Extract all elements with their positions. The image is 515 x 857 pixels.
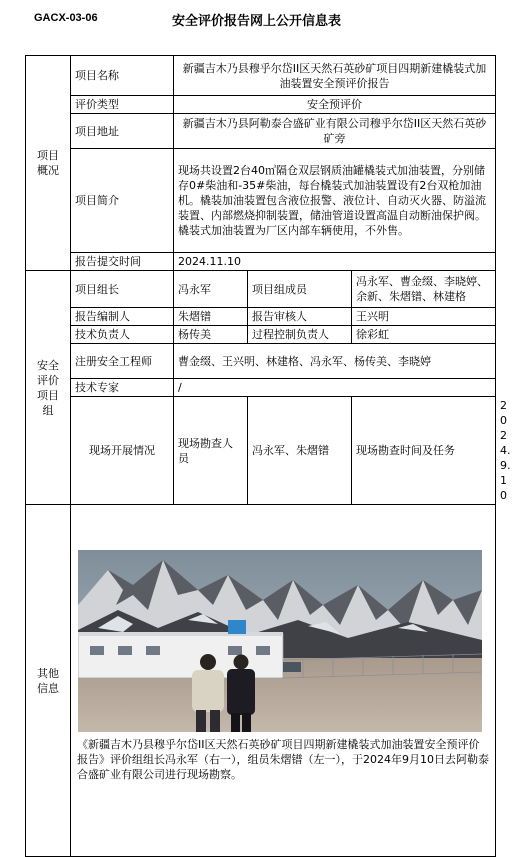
building-roof [78, 632, 283, 636]
summary-label: 项目简介 [71, 149, 174, 253]
row-eval-type [26, 96, 496, 114]
row-site-survey: 现场开展情况 现场勘查人员 冯永军、朱熠镨 现场勘查时间及任务 2024.9.10 [26, 397, 496, 505]
author-label: 报告编制人 [71, 308, 174, 326]
row-author [26, 308, 496, 326]
process-lead-label: 过程控制负责人 [248, 326, 352, 344]
section-other-info: 其他信息 [26, 505, 71, 857]
project-name-value: 新疆吉木乃县穆乎尔岱II区天然石英砂矿项目四期新建橇装式加油装置安全预评价报告 [174, 56, 496, 96]
tech-lead-label: 技术负责人 [71, 326, 174, 344]
photo-caption: 《新疆吉木乃县穆乎尔岱II区天然石英砂矿项目四期新建橇装式加油装置安全预评价报告》评价组组长冯永军（右一），组员朱熠镨（左一），于2024年9月10日去阿勒泰合盛矿业有限公司进行现场勘察。 [77, 738, 489, 781]
engineers-value: 曹金缀、王兴明、林建格、冯永军、杨传美、李晓婷 [174, 344, 496, 379]
row-team-leader [26, 271, 496, 308]
team-members-label: 项目组成员 [248, 271, 352, 308]
surveyors-label: 现场勘查人员 [174, 397, 248, 505]
document-title: 安全评价报告网上公开信息表 [172, 14, 342, 29]
section-site-survey: 现场开展情况 [71, 397, 174, 505]
section-project-overview: 项目概况 [26, 56, 71, 271]
blue-structure [228, 620, 246, 634]
survey-time-task-label: 现场勘查时间及任务 [352, 397, 496, 505]
row-project-name [26, 56, 496, 96]
row-address [26, 114, 496, 149]
expert-label: 技术专家 [71, 379, 174, 397]
row-submit-date [26, 253, 496, 271]
tech-lead-value: 杨传美 [174, 326, 248, 344]
process-lead-value: 徐彩虹 [352, 326, 496, 344]
summary-value: 现场共设置2台40㎥隔仓双层钢质油罐橇装式加油装置，分别储存0#柴油和-35#柴油，每台橇装式加油装置设有2台双枪加油机。橇装加油装置包含液位报警、液位计、自动灭火器、防溢流装置、内部燃烧抑制装置，储油管道设置高温自动断油保护阀。橇装式加油装置为厂区内部车辆使用，不外售。 [174, 149, 496, 253]
address-value: 新疆吉木乃县阿勒泰合盛矿业有限公司穆乎尔岱II区天然石英砂矿旁 [174, 114, 496, 149]
reviewer-label: 报告审核人 [248, 308, 352, 326]
row-expert [26, 379, 496, 397]
row-engineers [26, 344, 496, 379]
surveyors-value: 冯永军、朱熠镨 [248, 397, 352, 505]
document-code: GACX-03-06 [34, 12, 98, 24]
engineers-label: 注册安全工程师 [71, 344, 174, 379]
section-evaluation-team: 安全评价项目组 [26, 271, 71, 505]
info-table [25, 55, 511, 857]
other-info-content [71, 505, 496, 857]
row-tech-lead [26, 326, 496, 344]
reviewer-value: 王兴明 [352, 308, 496, 326]
eval-type-value: 安全预评价 [174, 96, 496, 114]
team-leader-label: 项目组长 [71, 271, 174, 308]
row-other-info [26, 505, 496, 857]
eval-type-label: 评价类型 [71, 96, 174, 114]
submit-date-label: 报告提交时间 [71, 253, 174, 271]
expert-value: / [174, 379, 496, 397]
submit-date-value: 2024.11.10 [174, 253, 496, 271]
team-leader-value: 冯永军 [174, 271, 248, 308]
team-members-value: 冯永军、曹金缀、李晓婷、余新、朱熠镨、林建格 [352, 271, 496, 308]
site-survey-photo [78, 550, 482, 732]
project-name-label: 项目名称 [71, 56, 174, 96]
address-label: 项目地址 [71, 114, 174, 149]
vehicle [283, 662, 301, 672]
author-value: 朱熠镨 [174, 308, 248, 326]
row-summary [26, 149, 496, 253]
